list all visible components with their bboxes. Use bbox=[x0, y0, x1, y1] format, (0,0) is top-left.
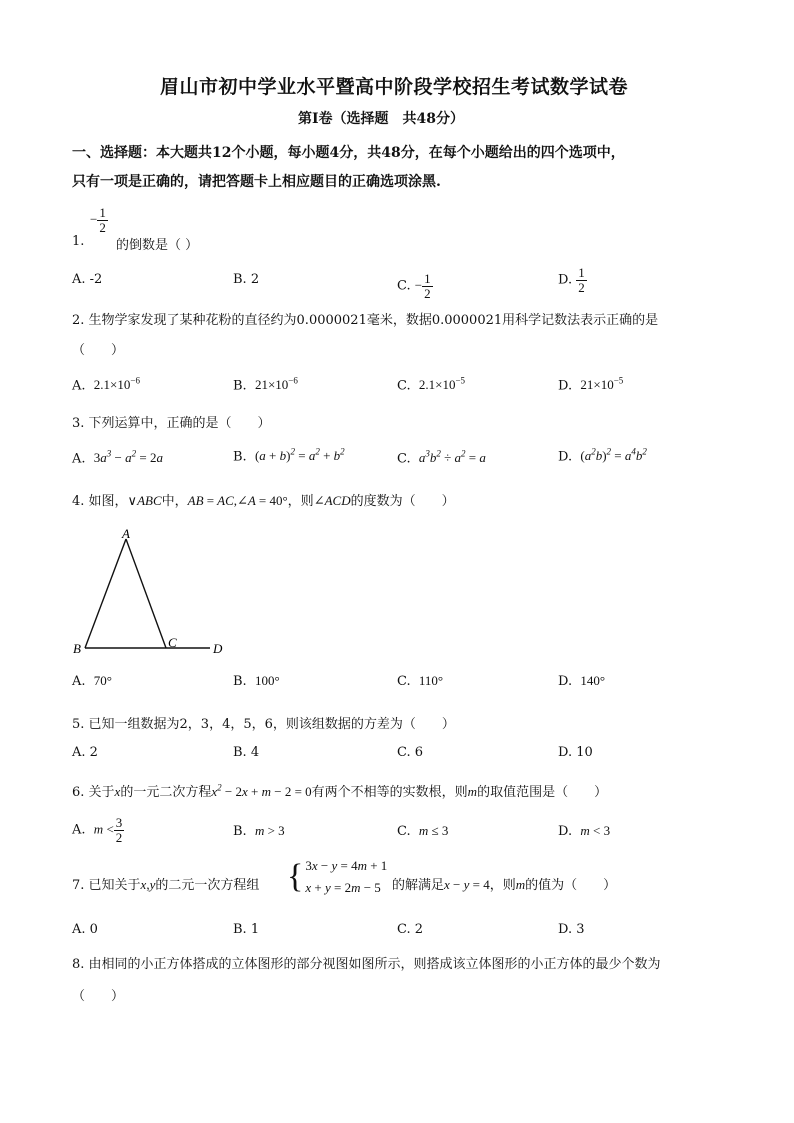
q4-option-d-label: D. bbox=[558, 674, 573, 689]
q4-option-a[interactable] bbox=[72, 673, 112, 689]
q4-text: 4. 如图，∨ABC中，AB = AC,∠A = 40°，则∠ACD的度数为（ ） bbox=[72, 493, 455, 509]
q5-text: 5. 已知一组数据为2，3，4，5，6，则该组数据的方差为（ ） bbox=[72, 717, 455, 732]
q3-option-d[interactable]: D. $(a^2b)^2 = a^4b^2$ bbox=[558, 447, 647, 465]
q2-option-b[interactable]: B. $21\times 10^{-6}$ bbox=[233, 376, 298, 394]
q5-option-b[interactable]: B. 4 bbox=[233, 745, 260, 760]
q8-text-line1: 8. 由相同的小正方体搭成的立体图形的部分视图如图所示，则搭成该立体图形的小正方体的最少个数为 bbox=[72, 957, 661, 972]
q2-option-d[interactable]: D. $21\times 10^{-5}$ bbox=[558, 376, 624, 394]
q4-option-c[interactable] bbox=[397, 673, 443, 689]
q4-option-d-value: 140° bbox=[580, 673, 606, 688]
q7-suffix2: ，则 bbox=[489, 878, 516, 893]
q6-option-b[interactable]: B. m > 3 bbox=[233, 823, 285, 839]
q2-option-b-label: B. bbox=[233, 378, 247, 394]
q6-suffix: 有两个不相等的实数根，则 bbox=[311, 785, 468, 800]
q3-option-c-label: C. bbox=[397, 451, 411, 467]
q1-number: 1. bbox=[72, 234, 85, 249]
q5-option-c[interactable]: C. 6 bbox=[397, 745, 424, 760]
q7-prefix: 7. 已知关于 bbox=[72, 878, 141, 893]
q1-option-b[interactable]: B. 2 bbox=[233, 272, 260, 287]
q6-option-a[interactable]: A. m < $\frac{3}{2}$ bbox=[72, 815, 123, 845]
q8-text-line2: （ ） bbox=[72, 989, 125, 1004]
q7-brace: { bbox=[287, 858, 304, 895]
q4-suffix: ，则 bbox=[287, 494, 314, 509]
section-instructions-line2: 只有一项是正确的，请把答题卡上相应题目的正确选项涂黑. bbox=[72, 174, 441, 190]
q1-option-d[interactable]: D. $\frac{1}{2}$ bbox=[558, 265, 585, 295]
q6-option-c-label: C. bbox=[397, 824, 411, 839]
q6-option-d-label: D. bbox=[558, 824, 573, 839]
q1-option-c-label: C. bbox=[397, 278, 411, 294]
q3-option-b[interactable]: B. $(a + b)^2 = a^2 + b^2$ bbox=[233, 447, 345, 465]
q2-option-a-label: A. bbox=[72, 378, 86, 394]
q7-equation-system: { 3x − y = 4m + 1 x + y = 2m − 5 bbox=[287, 858, 388, 895]
q4-option-c-value: 110° bbox=[418, 673, 444, 688]
q7-end: 的值为（ ） bbox=[525, 878, 617, 893]
q4-option-c-label: C. bbox=[397, 674, 411, 689]
q7-prefix-text: 7. 已知关于x,y的二元一次方程组 bbox=[72, 877, 260, 893]
q4-option-a-value: 70° bbox=[93, 673, 112, 688]
q4-option-a-label: A. bbox=[72, 674, 86, 689]
q4-label-c: C bbox=[168, 635, 177, 650]
q4-option-b-value: 100° bbox=[254, 673, 280, 688]
q4-side-ab bbox=[85, 539, 126, 648]
q6-option-d[interactable]: D. m < 3 bbox=[558, 823, 611, 839]
q6-end: 的取值范围是（ ） bbox=[477, 785, 608, 800]
q3-option-d-label: D. bbox=[558, 449, 573, 465]
q2-option-c[interactable]: C. $2.1\times 10^{-5}$ bbox=[397, 376, 466, 394]
q2-option-c-label: C. bbox=[397, 378, 411, 394]
q7-suffix-text: 的解满足x − y = 4，则m的值为（ ） bbox=[392, 877, 617, 893]
q4-option-d[interactable] bbox=[558, 673, 605, 689]
q4-option-b-label: B. bbox=[233, 674, 247, 689]
q7-suffix: 的解满足 bbox=[392, 878, 445, 893]
q3-option-a[interactable]: A. $3a^3 - a^2 = 2a$ bbox=[72, 449, 163, 467]
q7-option-b[interactable]: B. 1 bbox=[233, 922, 260, 937]
q5-option-a[interactable]: A. 2 bbox=[72, 745, 98, 760]
q4-triangle-figure bbox=[70, 525, 240, 660]
q7-option-c[interactable]: C. 2 bbox=[397, 922, 424, 937]
q3-text: 3. 下列运算中，正确的是（ ） bbox=[72, 416, 271, 431]
q3-option-b-label: B. bbox=[233, 449, 247, 465]
q7-mid: 的二元一次方程组 bbox=[155, 878, 260, 893]
section-instructions-line1: 一、选择题：本大题共12个小题，每小题4分，共48分，在每个小题给出的四个选项中， bbox=[72, 145, 625, 161]
q7-option-a[interactable]: A. 0 bbox=[72, 922, 98, 937]
q1-option-a[interactable]: A. -2 bbox=[72, 272, 103, 287]
q2-text-line2: （ ） bbox=[72, 343, 125, 358]
q1-neg-half: − $\frac{1}{2}$ bbox=[90, 205, 106, 235]
q2-option-d-label: D. bbox=[558, 378, 573, 394]
q4-option-b[interactable] bbox=[233, 673, 280, 689]
q6-option-b-label: B. bbox=[233, 824, 247, 839]
q1-text: 的倒数是（ ） bbox=[116, 238, 199, 253]
exam-title: 眉山市初中学业水平暨高中阶段学校招生考试数学试卷 bbox=[160, 76, 629, 98]
q4-mid: 中， bbox=[161, 494, 188, 509]
q4-prefix: 4. 如图， bbox=[72, 494, 128, 509]
q6-option-c[interactable]: C. m ≤ 3 bbox=[397, 823, 449, 839]
q4-end: 的度数为（ ） bbox=[350, 494, 455, 509]
q5-option-d[interactable]: D. 10 bbox=[558, 745, 593, 760]
q4-label-d: D bbox=[213, 641, 223, 656]
q3-option-c[interactable]: C. $a^3b^2 \div a^2 = a$ bbox=[397, 449, 486, 467]
q4-side-ac bbox=[126, 539, 166, 648]
q6-mid: 的一元二次方程 bbox=[120, 785, 212, 800]
q2-text-line1: 2. 生物学家发现了某种花粉的直径约为0.0000021毫米，数据0.0000021用科学记数法表示正确的是 bbox=[72, 313, 659, 328]
q3-option-a-label: A. bbox=[72, 451, 86, 467]
exam-subtitle: 第Ⅰ卷（选择题 共48分） bbox=[298, 111, 465, 127]
q2-option-a[interactable]: A. $2.1\times 10^{-6}$ bbox=[72, 376, 140, 394]
q6-text: 6. 关于x的一元二次方程$x^2 - 2x + m - 2 = 0$有两个不相等的实数根，则m的取值范围是（ ） bbox=[72, 782, 608, 800]
q1-option-c[interactable]: C. − $\frac{1}{2}$ bbox=[397, 271, 431, 301]
q4-label-b: B bbox=[73, 641, 81, 656]
q4-label-a: A bbox=[122, 526, 130, 541]
q6-option-a-label: A. bbox=[72, 822, 86, 838]
q1-option-d-label: D. bbox=[558, 272, 573, 288]
q7-option-d[interactable]: D. 3 bbox=[558, 922, 585, 937]
q6-prefix: 6. 关于 bbox=[72, 785, 115, 800]
